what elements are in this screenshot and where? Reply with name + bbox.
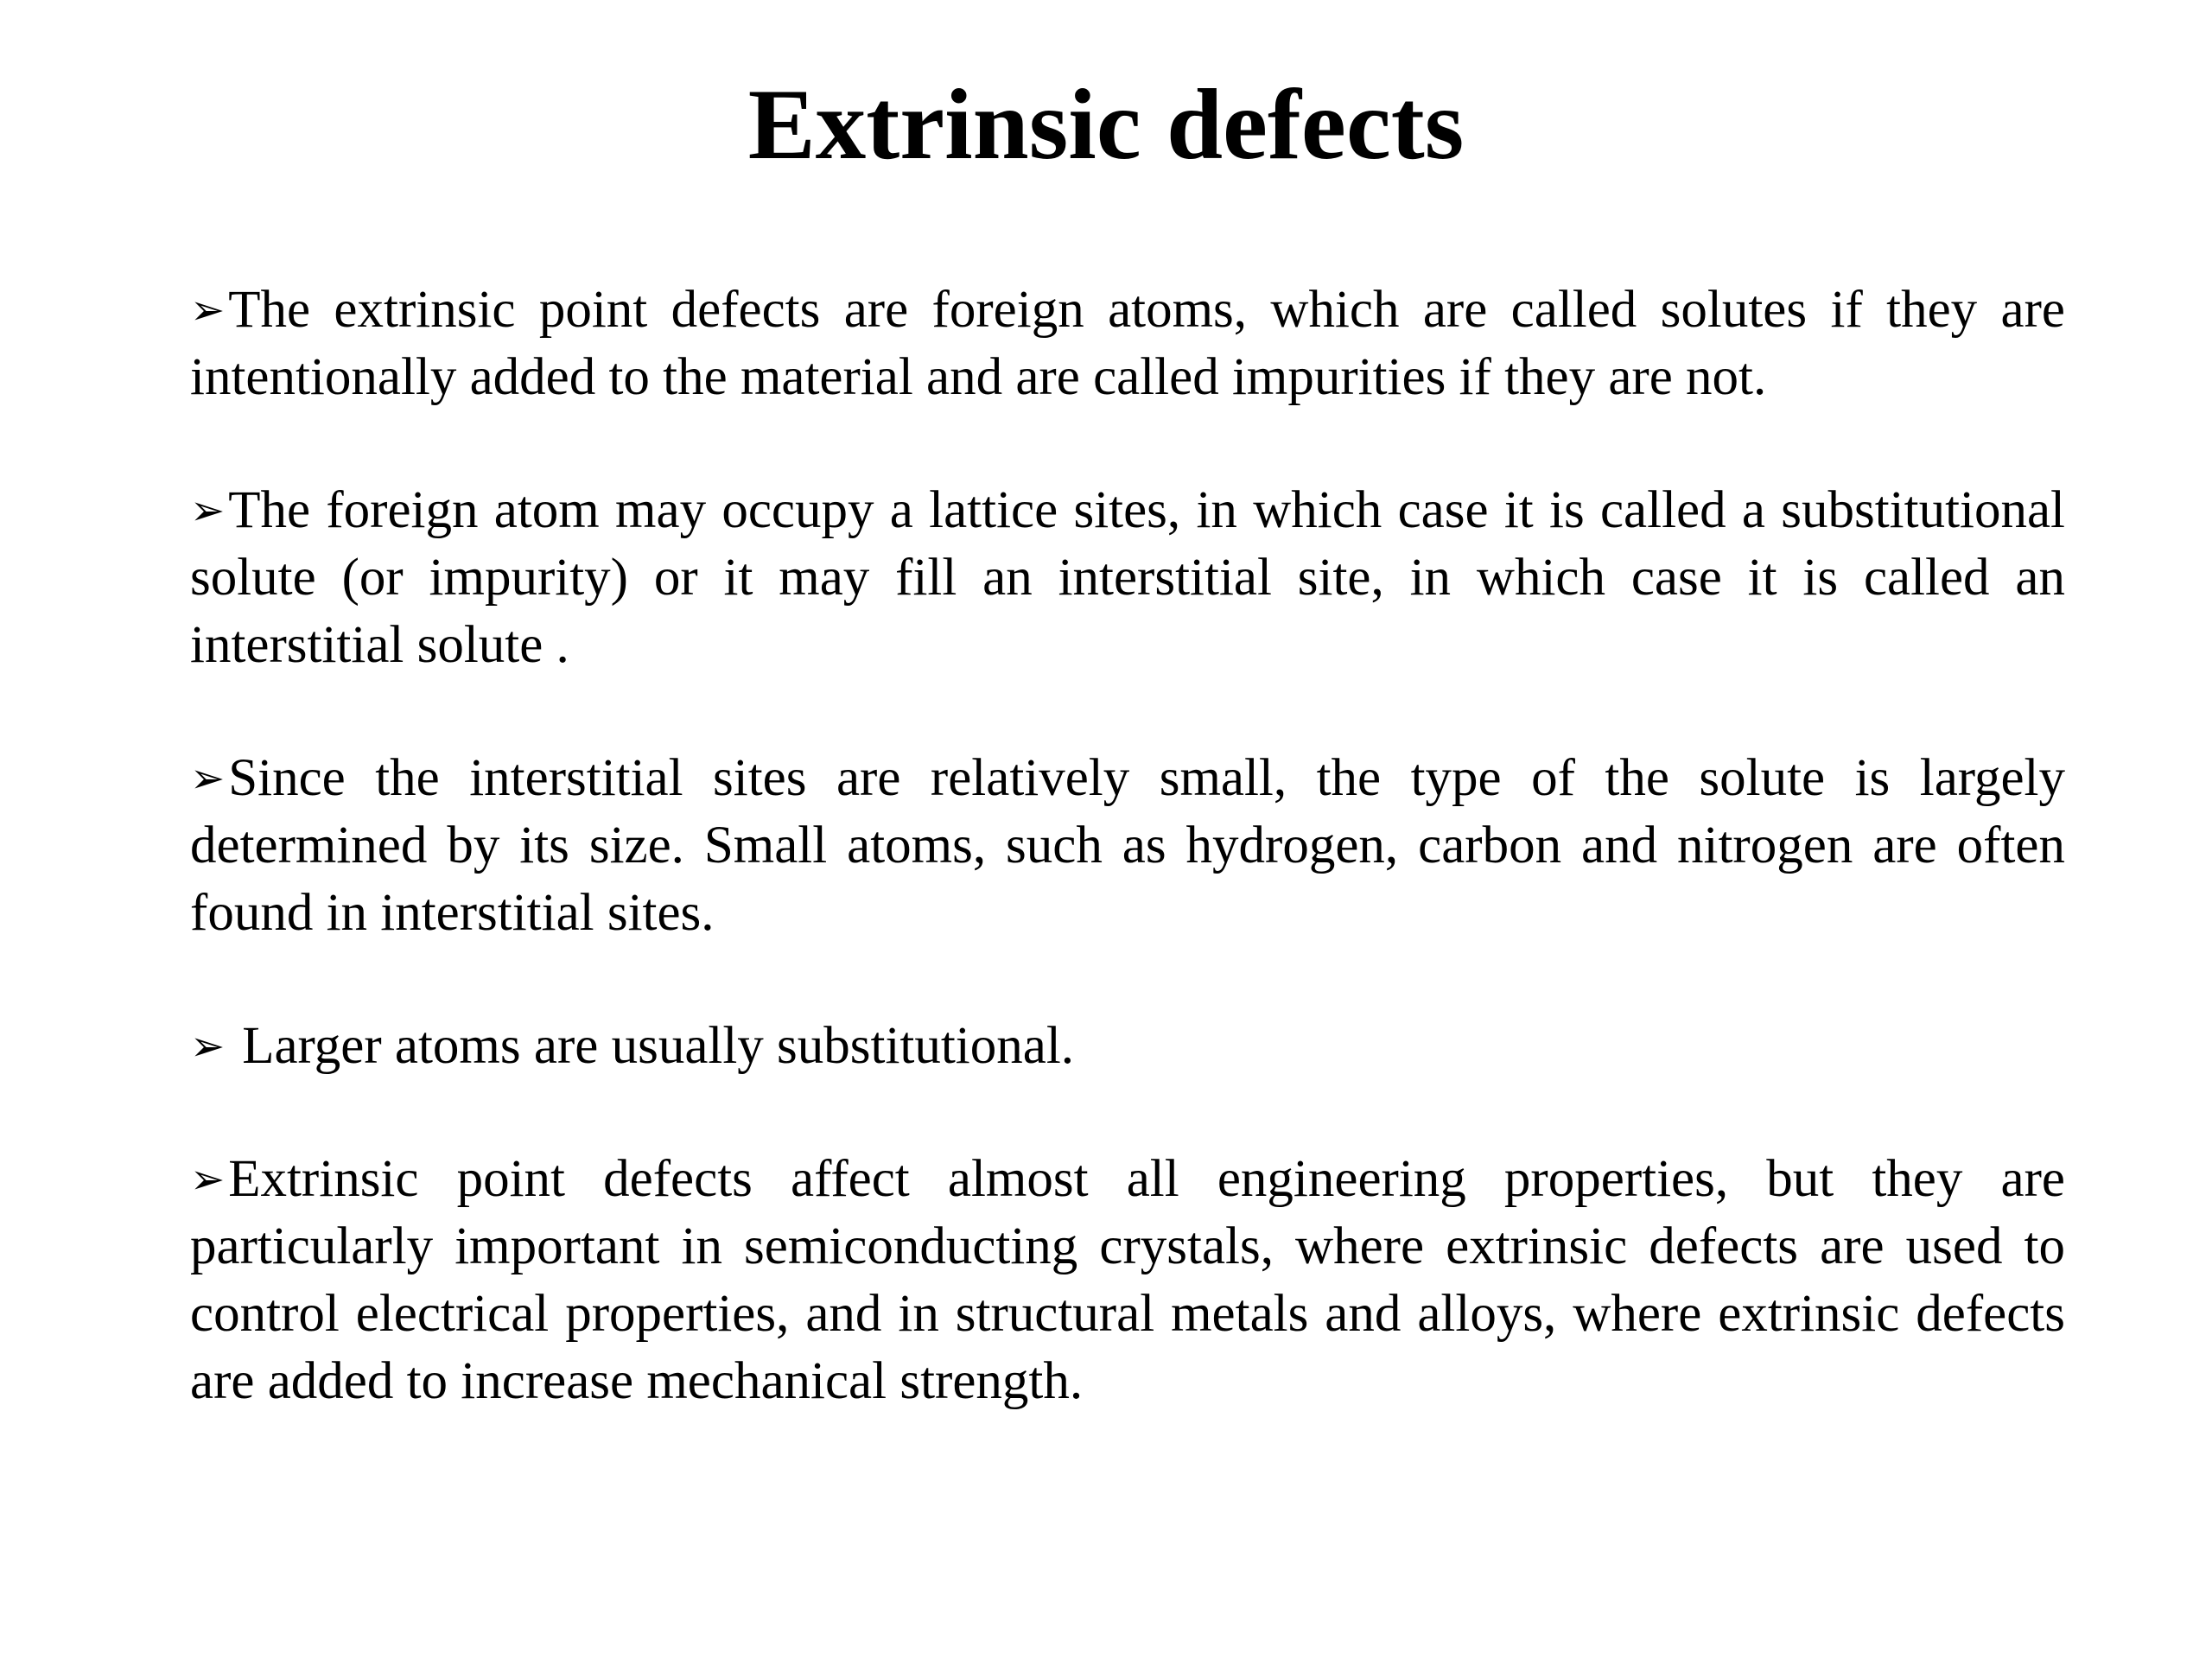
arrow-bullet-icon: ➢ bbox=[190, 286, 226, 334]
slide-title: Extrinsic defects bbox=[747, 69, 1465, 181]
arrow-bullet-icon: ➢ bbox=[190, 486, 226, 535]
bullet-text: The foreign atom may occupy a lattice sites, in which case it is called a substitutional solute (or impurity) or it may fill an interstitial site, in which case it is called an interstitial solute . bbox=[190, 481, 2065, 674]
bullet-item bbox=[190, 1013, 2065, 1080]
bullet-item bbox=[190, 745, 2065, 947]
bullet-text: Since the interstitial sites are relatively small, the type of the solute is largely determined by its size. Small atoms, such as hydrogen, carbon and nitrogen are often found in interstitial sites. bbox=[190, 749, 2065, 942]
arrow-bullet-icon: ➢ bbox=[190, 754, 226, 803]
bullet-item bbox=[190, 276, 2065, 411]
arrow-bullet-icon: ➢ bbox=[190, 1155, 226, 1204]
bullet-text: Larger atoms are usually substitutional. bbox=[242, 1017, 1075, 1075]
bullet-item bbox=[190, 477, 2065, 679]
arrow-bullet-icon: ➢ bbox=[190, 1022, 226, 1071]
bullet-text: The extrinsic point defects are foreign atoms, which are called solutes if they are intentionally added to the material and are called impurities if they are not. bbox=[190, 281, 2065, 406]
bullet-item bbox=[190, 1146, 2065, 1415]
bullet-text: Extrinsic point defects affect almost all engineering properties, but they are particularly important in semiconducting crystals, where extrinsic defects are used to control electrical properties, and in structural metals and alloys, where extrinsic defects are added to increase mechanical strength. bbox=[190, 1150, 2065, 1410]
bullet-list bbox=[190, 276, 2065, 1481]
